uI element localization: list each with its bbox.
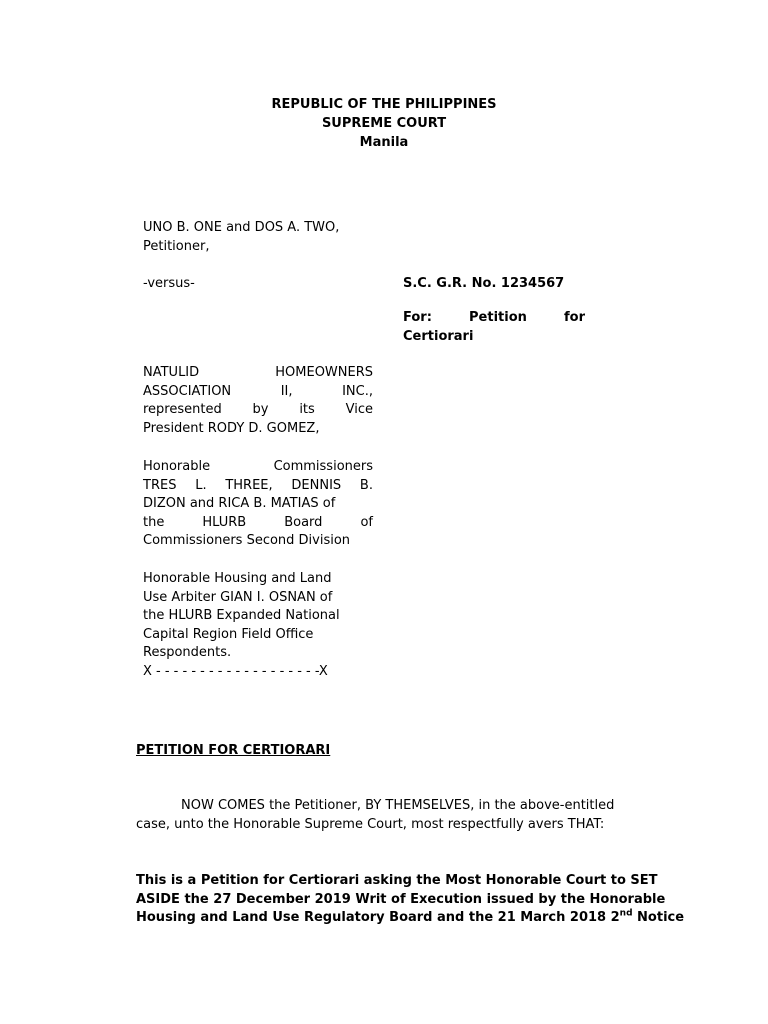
petitioner-role: Petitioner, [143, 238, 210, 254]
case-number: S.C. G.R. No. 1234567 [403, 276, 565, 291]
body-line2: ASIDE the 27 December 2019 Writ of Execution issued by the Honorable [136, 891, 666, 907]
body-line3: Housing and Land Use Regulatory Board and the 21 March 2018 2nd Notice [136, 908, 685, 926]
body-paragraph [136, 872, 685, 928]
intro-paragraph [136, 797, 677, 834]
header-city: Manila [359, 135, 409, 150]
respondent-arbiter: Honorable Housing and Land Use Arbiter GIAN I. OSNAN of the HLURB Expanded National Capital Region Field Office Respondents. X - - - - - - - - - - - - - - - - - - -X [143, 570, 373, 682]
intro-line2: case, unto the Honorable Supreme Court, most respectfully avers THAT: [136, 816, 605, 832]
versus-label: -versus- [143, 276, 195, 291]
case-nature [403, 309, 585, 346]
intro-line1: NOW COMES the Petitioner, BY THEMSELVES, in the above-entitled [181, 798, 615, 813]
caption-separator: X - - - - - - - - - - - - - - - - - - -X [143, 663, 328, 679]
respondent-commissioners: Honorable Commissioners TRES L. THREE, DENNIS B. DIZON and RICA B. MATIAS of the HLURB Board of Commissioners Second Division [143, 459, 373, 549]
header-republic: REPUBLIC OF THE PHILIPPINES [271, 97, 497, 112]
body-line1: This is a Petition for Certiorari asking the Most Honorable Court to SET [136, 873, 658, 888]
header-court: SUPREME COURT [321, 116, 447, 131]
court-header [0, 95, 768, 152]
petitioner-block [143, 219, 373, 256]
petitioner-names: UNO B. ONE and DOS A. TWO, [143, 220, 340, 235]
respondents-role: Respondents. [143, 645, 232, 661]
petition-title: PETITION FOR CERTIORARI [136, 743, 331, 758]
case-nature-line1: For: Petition for [403, 310, 585, 325]
respondent-association: NATULID HOMEOWNERS ASSOCIATION II, INC., represented by its Vice President RODY D. GOMEZ, [143, 365, 373, 436]
case-nature-line2: Certiorari [403, 328, 474, 344]
